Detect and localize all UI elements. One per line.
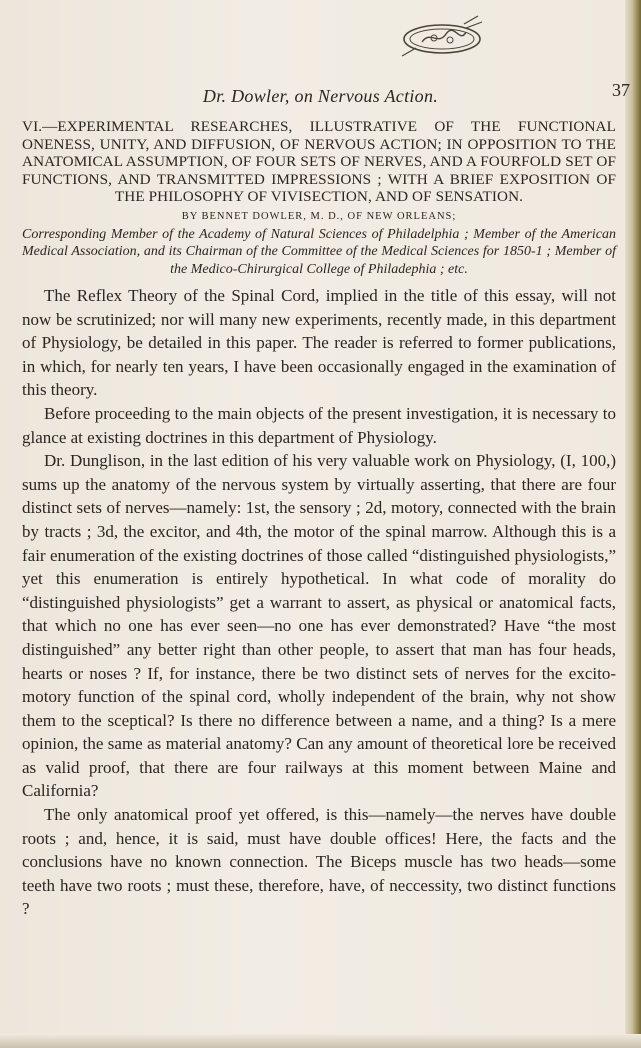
page-number: 37: [612, 80, 630, 100]
paragraph: Dr. Dunglison, in the last edition of his very valuable work on Physiology, (I, 100,) sums up the anatomy of the nervous system by virtually asserting, that there are four distinct sets of nerves—namely: 1st, the sensory ; 2d, motory, connected with the brain by tracts ; 3d, the excitor, and 4th, the motor of the spinal marrow. Although this is a fair enumeration of the existing doctrines of those called “distinguished physiologists,” yet this enumeration is entirely hypothetical. In what code of morality do “distinguished physiologists” get a warrant to assert, as physical or anatomical facts, that which no one has ever seen—no one has ever demonstrated? Have “the most distinguished” any better right than other people, to assert that man has four heads, hearts or noses ? If, for instance, there be two distinct sets of nerves for the excito-motory function of the spinal cord, wholly independent of the brain, why not show them to the sceptical? Is there no difference between a name, and a thing? Is a mere opinion, the same as material anatomy? Can any amount of theoretical lore be received as valid proof, that there are four railways at this moment between Maine and California?: [22, 451, 616, 801]
article: [22, 118, 616, 921]
paragraph: The Reflex Theory of the Spinal Cord, implied in the title of this essay, will not now be scrutinized; nor will many new experiments, recently made, in this department of Physiology, be detailed in this paper. The reader is referred to former publications, in which, for nearly ten years, I have been occasionally engaged in the examination of this theory.: [22, 286, 616, 400]
article-title: VI.—EXPERIMENTAL RESEARCHES, ILLUSTRATIVE OF THE FUNCTIONAL ONENESS, UNITY, AND DIFFUSION, OF NERVOUS ACTION; IN OPPOSITION TO THE ANATOMICAL ASSUMPTION, OF FOUR SETS OF NERVES, AND A FOURFOLD SET OF FUNCTIONS, AND TRANSMITTED IMPRESSIONS ; WITH A BRIEF EXPOSITION OF THE PHILOSOPHY OF VIVISECTION, AND OF SENSATION.: [22, 118, 616, 205]
article-body: [22, 284, 616, 921]
library-stamp: [386, 12, 498, 66]
paragraph: The only anatomical proof yet offered, is this—namely—the nerves have double roots ; and, hence, it is said, must have double offices! Here, the facts and the conclusions have no known connection. The Biceps muscle has two heads—some teeth have two roots ; must these, therefore, have, of neccessity, two distinct functions ?: [22, 805, 616, 919]
author-byline: BY BENNET DOWLER, M. D., OF NEW ORLEANS;: [181, 210, 457, 222]
running-head: Dr. Dowler, on Nervous Action.: [202, 86, 439, 106]
page-edge-right: [625, 0, 641, 1048]
paragraph: Before proceeding to the main objects of the present investigation, it is necessary to glance at existing doctrines in this department of Physiology.: [22, 403, 616, 447]
page-header: [0, 80, 641, 110]
page-edge-bottom: [0, 1034, 641, 1048]
author-affiliation: Corresponding Member of the Academy of Natural Sciences of Philadelphia ; Member of the American Medical Association, and its Chairman of the Committee of the Medical Sciences for 1850-1 ; Member of the Medico-Chirurgical College of Philadephia ; etc.: [22, 226, 616, 277]
